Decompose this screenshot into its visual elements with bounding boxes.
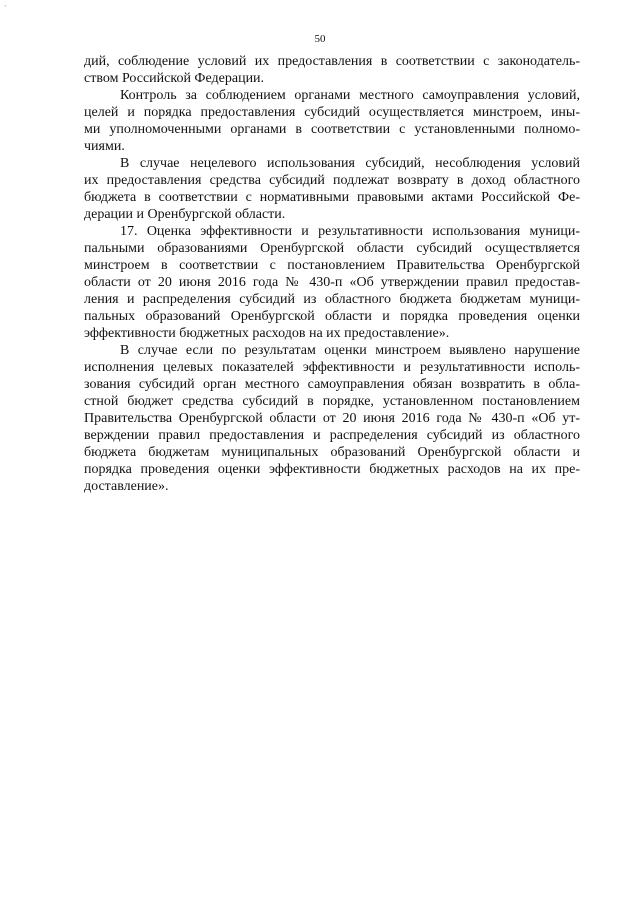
text-line: бюджета в соответствии с нормативными правовыми актами Российской Фе- (84, 190, 580, 205)
text-line: В случае нецелевого использования субсидий, несоблюдения условий (120, 156, 580, 171)
text-line: их предоставления средства субсидий подлежат возврату в доход областного (84, 173, 580, 188)
text-line: минстроем в соответствии с постановлением Правительства Оренбургской (84, 258, 580, 273)
text-line: пальными образованиями Оренбургской области субсидий осуществляется (84, 241, 580, 256)
text-line: стной бюджет средства субсидий в порядке, установленном постановлением (84, 394, 580, 409)
text-line: 17. Оценка эффективности и результативности использования муници- (120, 224, 580, 239)
text-line: зования субсидий орган местного самоуправления обязан возвратить в обла- (84, 377, 580, 392)
text-line: области от 20 июня 2016 года № 430-п «Об утверждении правил предостав- (84, 275, 580, 290)
paragraph-2 (84, 87, 580, 155)
text-line: верждении правил предоставления и распределения субсидий из областного (84, 428, 580, 443)
text-line: эффективности бюджетных расходов на их предоставление». (84, 326, 450, 341)
text-line: дий, соблюдение условий их предоставления в соответствии с законодатель- (84, 54, 580, 69)
text-line: исполнения целевых показателей эффективности и результативности исполь- (84, 360, 580, 375)
page-number: 50 (314, 33, 326, 45)
paragraph-5 (84, 342, 580, 495)
text-line: ми уполномоченными органами в соответствии с установленными полномо- (84, 122, 580, 137)
text-line: ления и распределения субсидий из областного бюджета бюджетам муници- (84, 292, 580, 307)
text-line: Правительства Оренбургской области от 20 июня 2016 года № 430-п «Об ут- (84, 411, 580, 426)
text-line: целей и порядка предоставления субсидий осуществляется минстроем, ины- (84, 105, 580, 120)
text-line: доставление». (84, 479, 169, 494)
paragraph-1 (84, 53, 580, 87)
text-line: В случае если по результатам оценки минстроем выявлено нарушение (120, 343, 580, 358)
text-line: порядка проведения оценки эффективности бюджетных расходов на их пре- (84, 462, 580, 477)
text-line: ством Российской Федерации. (84, 71, 265, 86)
text-line: бюджета бюджетам муниципальных образований Оренбургской области и (84, 445, 580, 460)
paragraph-4 (84, 223, 580, 342)
text-line: чиями. (84, 139, 125, 154)
document-body (84, 53, 580, 495)
text-line: Контроль за соблюдением органами местного самоуправления условий, (120, 88, 580, 103)
scan-mark: ` (4, 4, 7, 13)
text-line: пальных образований Оренбургской области и порядка проведения оценки (84, 309, 580, 324)
text-line: дерации и Оренбургской области. (84, 207, 286, 222)
paragraph-3 (84, 155, 580, 223)
